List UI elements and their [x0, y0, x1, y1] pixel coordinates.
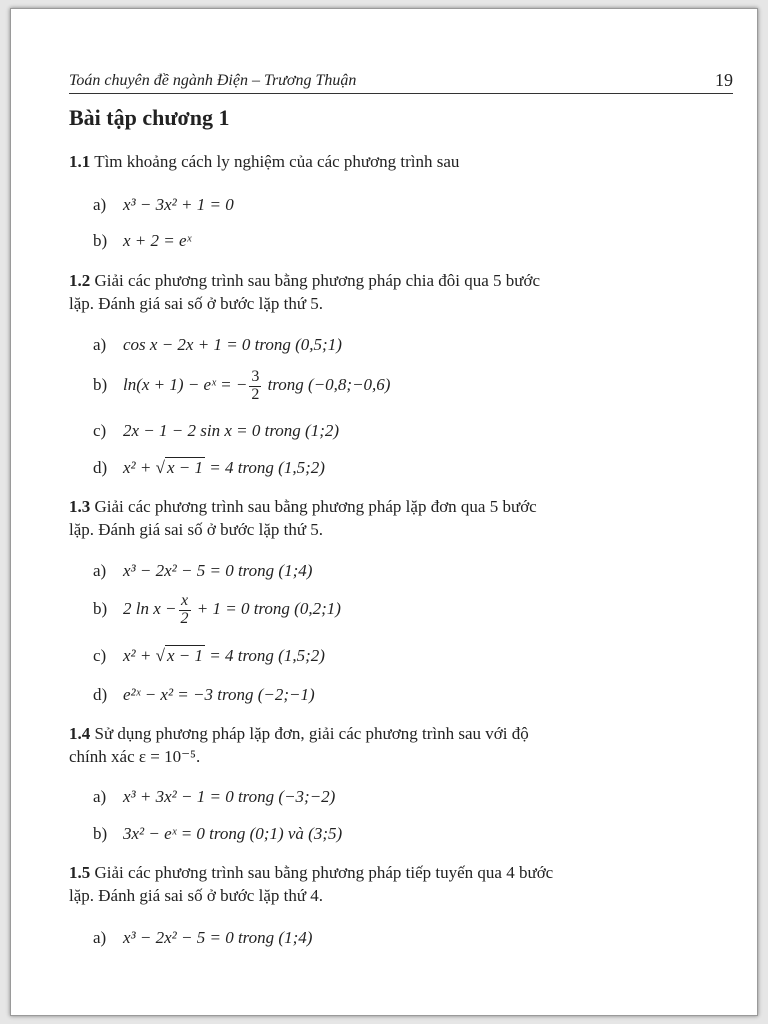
exercise-number: 1.4: [69, 724, 91, 743]
exercise-1-2-statement: [69, 271, 540, 291]
item-label: a): [93, 561, 107, 580]
exercise-number: 1.3: [69, 497, 91, 516]
exercise-1-2-a: [93, 335, 342, 355]
equation-left: 2 ln x −: [123, 599, 177, 619]
equation: x + 2 = eˣ: [123, 231, 192, 250]
exercise-1-5-statement: [69, 863, 553, 883]
equation: x³ − 2x² − 5 = 0 trong (1;4): [123, 561, 313, 580]
exercise-text-line1: Giải các phương trình sau bằng phương pháp tiếp tuyến qua 4 bước: [94, 863, 554, 882]
fraction-denominator: 2: [251, 385, 260, 403]
exercise-number: 1.5: [69, 863, 91, 882]
exercise-text-line1: Giải các phương trình sau bằng phương pháp chia đôi qua 5 bước: [94, 271, 541, 290]
exercise-1-4-a: [93, 787, 335, 807]
equation: cos x − 2x + 1 = 0 trong (0,5;1): [123, 335, 342, 354]
exercise-1-3-c: [93, 646, 325, 666]
fraction: [249, 369, 261, 404]
exercise-1-4-statement-line2: chính xác ε = 10⁻⁵.: [69, 747, 201, 766]
equation-right: = 4 trong (1,5;2): [209, 458, 325, 477]
equation: e²ˣ − x² = −3 trong (−2;−1): [123, 685, 315, 704]
radicand: x − 1: [166, 646, 203, 665]
exercise-number: 1.2: [69, 271, 91, 290]
item-label: a): [93, 787, 107, 806]
equation-right: + 1 = 0 trong (0,2;1): [196, 599, 341, 619]
item-label: b): [93, 375, 108, 395]
book-page: [10, 8, 758, 1016]
exercise-1-1-b: [93, 231, 191, 251]
item-label: b): [93, 824, 108, 843]
page-number: 19: [715, 70, 733, 90]
exercise-1-2-statement-line2: lặp. Đánh giá sai số ở bước lặp thứ 5.: [69, 294, 324, 313]
exercise-1-2-c: [93, 421, 339, 441]
exercise-text-line1: Giải các phương trình sau bằng phương pháp lặp đơn qua 5 bước: [94, 497, 537, 516]
exercise-1-3-statement-line2: lặp. Đánh giá sai số ở bước lặp thứ 5.: [69, 520, 324, 539]
page-header: [69, 71, 733, 94]
item-label: b): [93, 231, 108, 250]
exercise-1-4-statement: [69, 724, 529, 744]
item-label: a): [93, 928, 107, 947]
exercise-1-4-b: [93, 824, 342, 844]
exercise-1-3-b: [93, 593, 341, 628]
equation-right: trong (−0,8;−0,6): [267, 375, 391, 395]
exercise-1-2-d: [93, 458, 325, 478]
exercise-1-5-a: [93, 928, 312, 948]
equation: x³ + 3x² − 1 = 0 trong (−3;−2): [123, 787, 336, 806]
equation-left: x² +: [123, 458, 152, 477]
chapter-title: Bài tập chương 1: [69, 105, 230, 130]
exercise-1-3-d: [93, 685, 315, 705]
item-label: b): [93, 599, 108, 619]
exercise-1-3-statement: [69, 497, 537, 517]
equation-right: = 4 trong (1,5;2): [209, 646, 325, 665]
equation: x³ − 2x² − 5 = 0 trong (1;4): [123, 928, 313, 947]
exercise-text: Tìm khoảng cách ly nghiệm của các phương trình sau: [94, 152, 460, 171]
item-label: a): [93, 335, 107, 354]
item-label: c): [93, 646, 107, 665]
square-root: √ x − 1: [155, 646, 203, 665]
fraction-numerator: x: [180, 592, 189, 609]
equation-left: x² +: [123, 646, 152, 665]
equation: x³ − 3x² + 1 = 0: [123, 195, 234, 214]
item-label: d): [93, 458, 108, 477]
exercise-1-1-a: [93, 195, 234, 215]
square-root: √ x − 1: [155, 458, 203, 477]
fraction-numerator: 3: [251, 368, 260, 385]
item-label: c): [93, 421, 107, 440]
exercise-1-3-a: [93, 561, 312, 581]
equation-left: ln(x + 1) − eˣ = −: [123, 375, 248, 395]
equation: 2x − 1 − 2 sin x = 0 trong (1;2): [123, 421, 340, 440]
exercise-1-2-b: [93, 369, 390, 404]
running-title: Toán chuyên đề ngành Điện – Trương Thuận: [69, 72, 357, 89]
exercise-text-line1: Sử dụng phương pháp lặp đơn, giải các phương trình sau với độ: [94, 724, 529, 743]
item-label: d): [93, 685, 108, 704]
radicand: x − 1: [166, 458, 203, 477]
equation: 3x² − eˣ = 0 trong (0;1) và (3;5): [123, 824, 343, 843]
fraction-denominator: 2: [180, 609, 189, 627]
exercise-1-5-statement-line2: lặp. Đánh giá sai số ở bước lặp thứ 4.: [69, 886, 324, 905]
exercise-number: 1.1: [69, 152, 91, 171]
item-label: a): [93, 195, 107, 214]
exercise-1-1-statement: [69, 152, 459, 172]
fraction: [179, 593, 191, 628]
